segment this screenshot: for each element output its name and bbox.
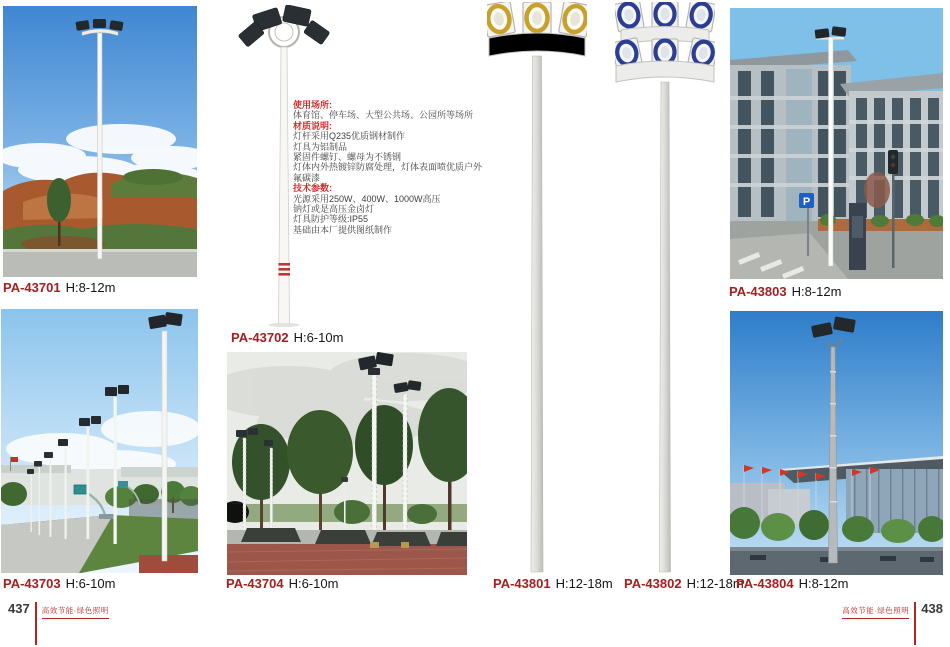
product-height: H:8-12m — [791, 284, 842, 299]
spec-line: 体育馆、停车场、大型公共场、公园所等场所 — [293, 110, 474, 121]
product-label-pa-43701 — [3, 280, 115, 295]
footer-slogan-right: 高效节能·绿色照明 — [842, 605, 909, 619]
product-label-pa-43803 — [729, 284, 841, 299]
photo-pa-43802 — [615, 2, 715, 574]
spec-heading-tech: 技术参数: — [293, 183, 332, 194]
spec-line: 灯具防护等级:IP55 — [293, 214, 369, 225]
product-model: PA-43802 — [624, 576, 682, 591]
product-model: PA-43701 — [3, 280, 61, 295]
traffic-pole — [892, 158, 895, 268]
product-label-pa-43801 — [493, 576, 613, 591]
traffic-light-head — [888, 150, 898, 174]
spec-line: 钠灯或是高压金卤灯 — [293, 204, 375, 215]
photo-pa-43701 — [3, 6, 197, 277]
spec-line: 灯体内外热镀锌防腐处理，灯体表面喷优质户外氟碳漆 — [293, 162, 483, 183]
product-height: H:6-10m — [293, 330, 344, 345]
court — [139, 555, 198, 573]
pole — [829, 38, 834, 266]
spec-heading-material: 材质说明: — [293, 120, 332, 131]
crossband — [489, 33, 585, 56]
crossband-lower — [616, 61, 714, 82]
product-height: H:8-12m — [65, 280, 116, 295]
page-number-right: 438 — [921, 601, 943, 616]
spec-heading-usage: 使用场所: — [293, 100, 332, 110]
footer-divider-left — [35, 602, 37, 645]
product-label-pa-43702 — [231, 330, 343, 345]
parking-sign-letter: P — [802, 196, 811, 208]
flag — [11, 457, 18, 462]
footer-left — [8, 602, 109, 645]
pole — [98, 33, 103, 259]
photo-pa-43804 — [730, 311, 943, 575]
product-label-pa-43703 — [3, 576, 115, 591]
product-model: PA-43702 — [231, 330, 289, 345]
product-label-pa-43704 — [226, 576, 338, 591]
product-height: H:12-18m — [555, 576, 613, 591]
product-height: H:8-12m — [798, 576, 849, 591]
spec-line: 紧固件螺钉、螺母为不锈钢 — [293, 152, 402, 163]
product-model: PA-43804 — [736, 576, 794, 591]
product-height: H:6-10m — [65, 576, 116, 591]
red-stripes — [279, 263, 291, 276]
red-tree — [864, 172, 890, 208]
pole — [531, 56, 543, 572]
photo-pa-43704 — [227, 352, 467, 575]
page-number-left: 437 — [8, 601, 30, 616]
footer-right — [842, 602, 943, 645]
spec-line: 灯杆采用Q235优质钢材制作 — [293, 131, 406, 142]
product-model: PA-43704 — [226, 576, 284, 591]
pole — [660, 82, 671, 572]
floodlight-gold — [487, 2, 587, 37]
product-model: PA-43703 — [3, 576, 61, 591]
photo-pa-43703 — [1, 309, 198, 573]
product-height: H:6-10m — [288, 576, 339, 591]
pole — [279, 47, 290, 325]
spec-line: 灯具为铝制品 — [293, 141, 348, 152]
product-model: PA-43803 — [729, 284, 787, 299]
footer-divider-right — [914, 602, 916, 645]
photo-pa-43801 — [487, 2, 587, 574]
product-label-pa-43802 — [624, 576, 744, 591]
product-height: H:12-18m — [686, 576, 744, 591]
footer-slogan-left: 高效节能·绿色照明 — [42, 605, 109, 619]
spec-block — [293, 100, 488, 235]
spec-line: 光源采用250W、400W、1000W高压 — [293, 193, 441, 204]
parking-sign — [799, 193, 814, 208]
spec-line: 基础由本厂提供图纸制作 — [293, 224, 393, 235]
product-label-pa-43804 — [736, 576, 848, 591]
photo-pa-43803 — [730, 8, 943, 279]
product-model: PA-43801 — [493, 576, 551, 591]
